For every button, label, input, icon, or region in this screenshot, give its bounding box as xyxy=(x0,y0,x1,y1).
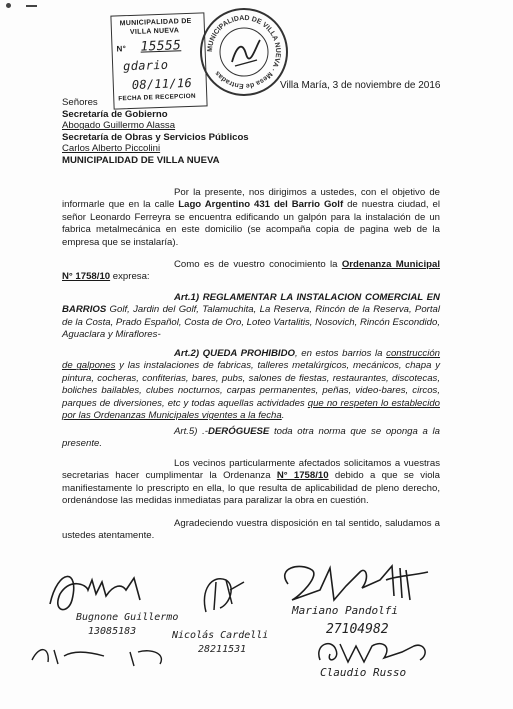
para3-text-a: Los vecinos particularmente afectados solicitamos a vuestras secretarias hacer cumplimentar la Ordenanza xyxy=(62,458,440,482)
art1-text: Golf, Jardin del Golf, Talamuchita, La Reserva, Rincón de la Reserva, Portal de la Costa, Prado Español, Costa de Oro, Loteo Vartalitis, Nosovich, Rincón Escondido, Aguaclara y Miraflores- xyxy=(62,304,440,341)
recipient-person-2: Carlos Alberto Piccolini xyxy=(62,143,161,155)
signature-5-partial-scribble xyxy=(32,650,161,666)
signatory-3-id: 27104982 xyxy=(326,622,389,637)
para4-text: Agradeciendo vuestra disposición en tal sentido, saludamos a ustedes atentamente. xyxy=(62,518,440,542)
art2-heading: Art.2) QUEDA PROHIBIDO xyxy=(174,348,295,359)
stamp-date-label: FECHA DE RECEPCION xyxy=(118,92,196,103)
paragraph-closing xyxy=(62,518,440,543)
stamp-number-prefix: N° xyxy=(116,44,127,54)
para1-text-c: de nuestra ciudad, el señor Leonardo Ferreyra se encuentra edificando un galpón para la instalación de un fabrica metalmecánica en este domicilio (se acompaña copia de pagina web de la empresa que se instalaría). xyxy=(62,199,440,248)
recipient-greeting: Señores xyxy=(62,97,98,108)
signatory-1-name: Bugnone Guillermo xyxy=(76,612,179,623)
signature-area xyxy=(30,560,500,700)
para3-ordinance-ref: N° 1758/10 xyxy=(276,470,329,482)
para2-text-c: expresa: xyxy=(110,271,150,283)
art5-deroguese: DERÓGUESE xyxy=(207,426,270,437)
recipient-office-1: Secretaría de Gobierno xyxy=(62,108,168,120)
seal-ring-text: MUNICIPALIDAD DE VILLA NUEVA · Mesa de Entradas xyxy=(206,14,282,90)
signatory-2-id: 28211531 xyxy=(198,644,247,655)
art2-text-d: que no respeten lo establecido por las Ordenanzas Municipales vigentes a la fecha xyxy=(62,397,440,422)
para1-text-a: Por la presente, nos dirigimos a ustedes, con el objetivo de informarle que en la calle xyxy=(62,187,440,211)
signature-1-scribble xyxy=(50,576,140,609)
para2-text-a: Como es de vuestro conocimiento la xyxy=(174,259,342,270)
art2-galpones: construcción de galpones xyxy=(62,348,441,372)
art5-heading: Art.5) .- xyxy=(174,426,208,437)
para2-ordinance-ref: Ordenanza Municipal N° 1758/10 xyxy=(62,259,440,283)
stamp-line-2: VILLA NUEVA xyxy=(129,27,180,36)
article-5 xyxy=(62,426,440,451)
signatory-4-name: Claudio Russo xyxy=(320,666,407,679)
article-2 xyxy=(62,348,440,422)
signature-3-scribble xyxy=(285,566,428,600)
signature-4-scribble xyxy=(319,644,425,662)
punch-hole-mark xyxy=(6,3,11,8)
svg-text:MUNICIPALIDAD DE VILLA NUEVA · xyxy=(207,15,281,89)
para1-address: Lago Argentino 431 del Barrio Golf xyxy=(178,199,344,211)
art2-text-mid: , en estos barrios la xyxy=(294,348,387,359)
paragraph-intro xyxy=(62,187,440,249)
recipient-block xyxy=(62,97,249,167)
signatory-1-id: 13085183 xyxy=(88,626,137,637)
reception-stamp xyxy=(110,12,207,109)
art2-text-e: . xyxy=(281,410,285,422)
paragraph-ordinance-intro xyxy=(62,259,440,284)
art1-heading: Art.1) REGLAMENTAR LA INSTALACION COMERCIAL EN BARRIOS xyxy=(62,292,440,316)
stamp-number-handwritten: 15555 xyxy=(140,38,182,55)
stamp-line-1: MUNICIPALIDAD DE xyxy=(119,17,192,28)
place-date: Villa María, 3 de noviembre de 2016 xyxy=(280,80,441,91)
margin-dash-mark xyxy=(26,5,37,7)
para3-text-c: debido a que se viola manifiestamente lo prescripto en ella, lo que resulta de aplicabilidad de pleno derecho, ordenándose las medidas inmediatas para paralizar la obra en cuestión. xyxy=(62,470,441,507)
signature-2-scribble xyxy=(204,579,244,612)
paragraph-request xyxy=(62,458,440,508)
art5-text: toda otra norma que se oponga a la presente. xyxy=(62,426,440,450)
signatory-2-name: Nicolás Cardelli xyxy=(172,630,269,641)
stamp-date-handwritten: 08/11/16 xyxy=(131,75,193,92)
round-seal-stamp xyxy=(200,8,288,96)
recipient-office-2: Secretaría de Obras y Servicios Públicos xyxy=(62,131,249,143)
stamp-signature-scribble: gdario xyxy=(122,57,169,74)
recipient-person-1: Abogado Guillermo Alassa xyxy=(62,120,176,132)
recipient-municipality: MUNICIPALIDAD DE VILLA NUEVA xyxy=(62,154,220,166)
art2-text-c: y las instalaciones de fabricas, talleres metalúrgicos, mecánicos, chapa y pintura, cocheras, confiterias, bares, pubs, salones de fiestas, restaurantes, discotecas, boliches bailables, clubes nocturnos, carpas permanentes, peñas, video-bares, circos, parques de diversiones, etc y todas aquellas actividades xyxy=(62,360,441,409)
signatory-3-name: Mariano Pandolfi xyxy=(292,604,398,617)
article-1 xyxy=(62,292,440,342)
